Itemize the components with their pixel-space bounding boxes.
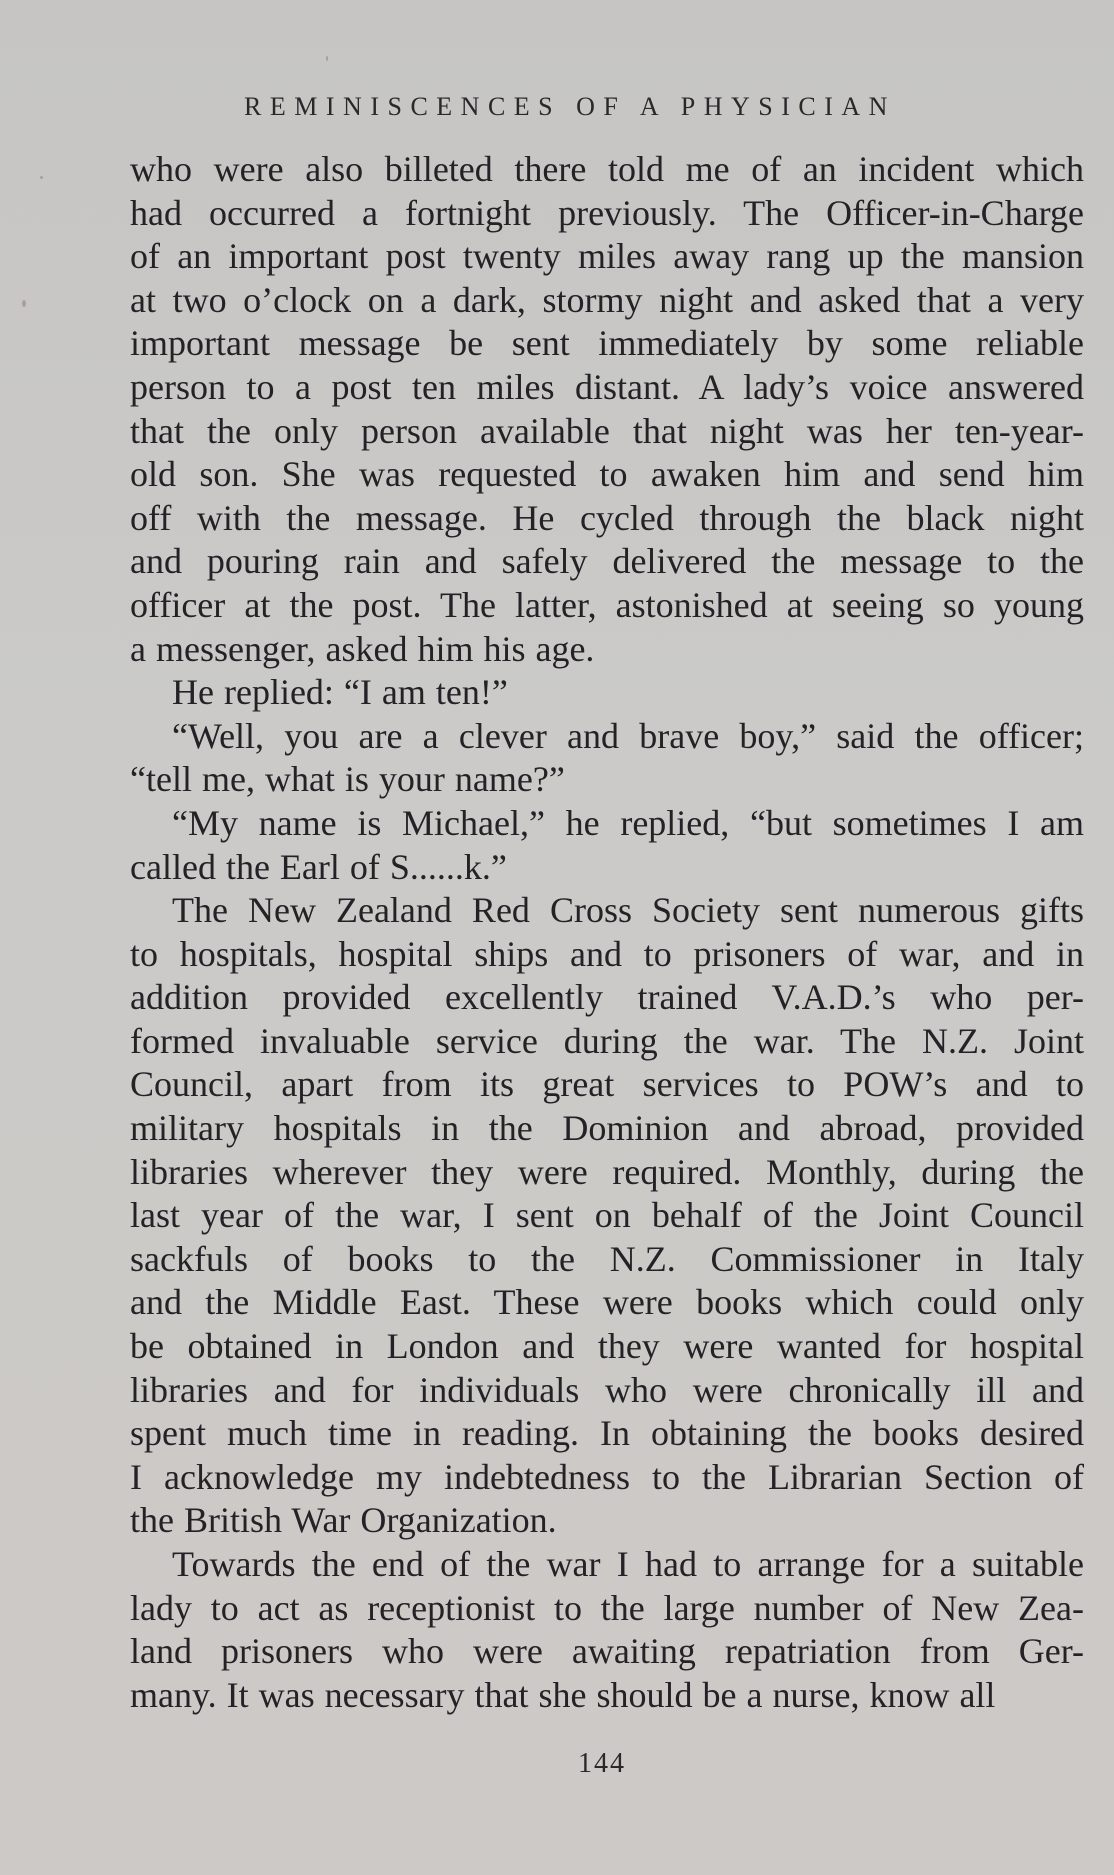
text-line: Towards the end of the war I had to arrange for a suitable: [172, 1544, 1084, 1584]
page-number: 144: [578, 1748, 626, 1779]
text-line: sackfuls of books to the N.Z. Commissioner in Italy: [130, 1238, 1084, 1279]
text-line: who were also billeted there told me of an incident which: [130, 149, 1084, 189]
text-line: off with the message. He cycled through the black night: [130, 497, 1084, 538]
text-line: Council, apart from its great services to POW’s and to: [130, 1064, 1084, 1105]
text-line: land prisoners who were awaiting repatriation from Ger-: [130, 1631, 1084, 1672]
text-line: officer at the post. The latter, astonished at seeing so young: [130, 584, 1084, 625]
text-line: libraries wherever they were required. Monthly, during the: [130, 1151, 1084, 1192]
text-line: that the only person available that night was her ten-year-: [130, 410, 1084, 451]
paragraph: [130, 889, 1084, 1543]
text-line: many. It was necessary that she should be a nurse, know all: [130, 1674, 996, 1715]
text-line: to hospitals, hospital ships and to prisoners of war, and in: [130, 933, 1084, 974]
text-line: libraries and for individuals who were chronically ill and: [130, 1369, 1084, 1410]
text-line: military hospitals in the Dominion and abroad, provided: [130, 1108, 1084, 1149]
text-line: addition provided excellently trained V.A.D.’s who per-: [130, 977, 1084, 1018]
text-line: the British War Organization.: [130, 1500, 557, 1541]
paper-speck: [40, 176, 43, 179]
text-line: had occurred a fortnight previously. The Officer-in-Charge: [130, 192, 1084, 233]
text-line: I acknowledge my indebtedness to the Librarian Section of: [130, 1456, 1084, 1497]
text-line: He replied: “I am ten!”: [172, 672, 508, 713]
paragraph: [130, 802, 1084, 889]
text-line: of an important post twenty miles away rang up the mansion: [130, 236, 1084, 277]
text-line: important message be sent immediately by some reliable: [130, 323, 1084, 364]
paper-speck: [326, 56, 328, 61]
paper-speck: [22, 300, 26, 307]
text-line: lady to act as receptionist to the large number of New Zea-: [130, 1587, 1084, 1628]
body-text: [130, 148, 1084, 1717]
paragraph: [130, 715, 1084, 802]
text-line: called the Earl of S......k.”: [130, 846, 507, 887]
text-line: formed invaluable service during the war. The N.Z. Joint: [130, 1020, 1084, 1061]
text-line: be obtained in London and they were wanted for hospital: [130, 1326, 1084, 1367]
paragraph: [130, 148, 1084, 671]
text-line: old son. She was requested to awaken him and send him: [130, 454, 1084, 495]
text-line: The New Zealand Red Cross Society sent numerous gifts: [172, 890, 1084, 931]
text-line: spent much time in reading. In obtaining the books desired: [130, 1413, 1084, 1454]
text-line: and pouring rain and safely delivered the message to the: [130, 541, 1084, 582]
running-head: REMINISCENCES OF A PHYSICIAN: [244, 92, 896, 121]
text-line: “Well, you are a clever and brave boy,” said the officer;: [172, 715, 1084, 756]
paragraph: [130, 671, 1084, 715]
text-line: last year of the war, I sent on behalf of the Joint Council: [130, 1195, 1084, 1236]
text-line: person to a post ten miles distant. A lady’s voice answered: [130, 366, 1084, 407]
text-line: and the Middle East. These were books which could only: [130, 1282, 1084, 1323]
text-line: “tell me, what is your name?”: [130, 759, 565, 800]
text-line: at two o’clock on a dark, stormy night and asked that a very: [130, 279, 1084, 320]
text-line: a messenger, asked him his age.: [130, 628, 595, 669]
paragraph: [130, 1543, 1084, 1717]
text-line: “My name is Michael,” he replied, “but sometimes I am: [172, 802, 1084, 843]
